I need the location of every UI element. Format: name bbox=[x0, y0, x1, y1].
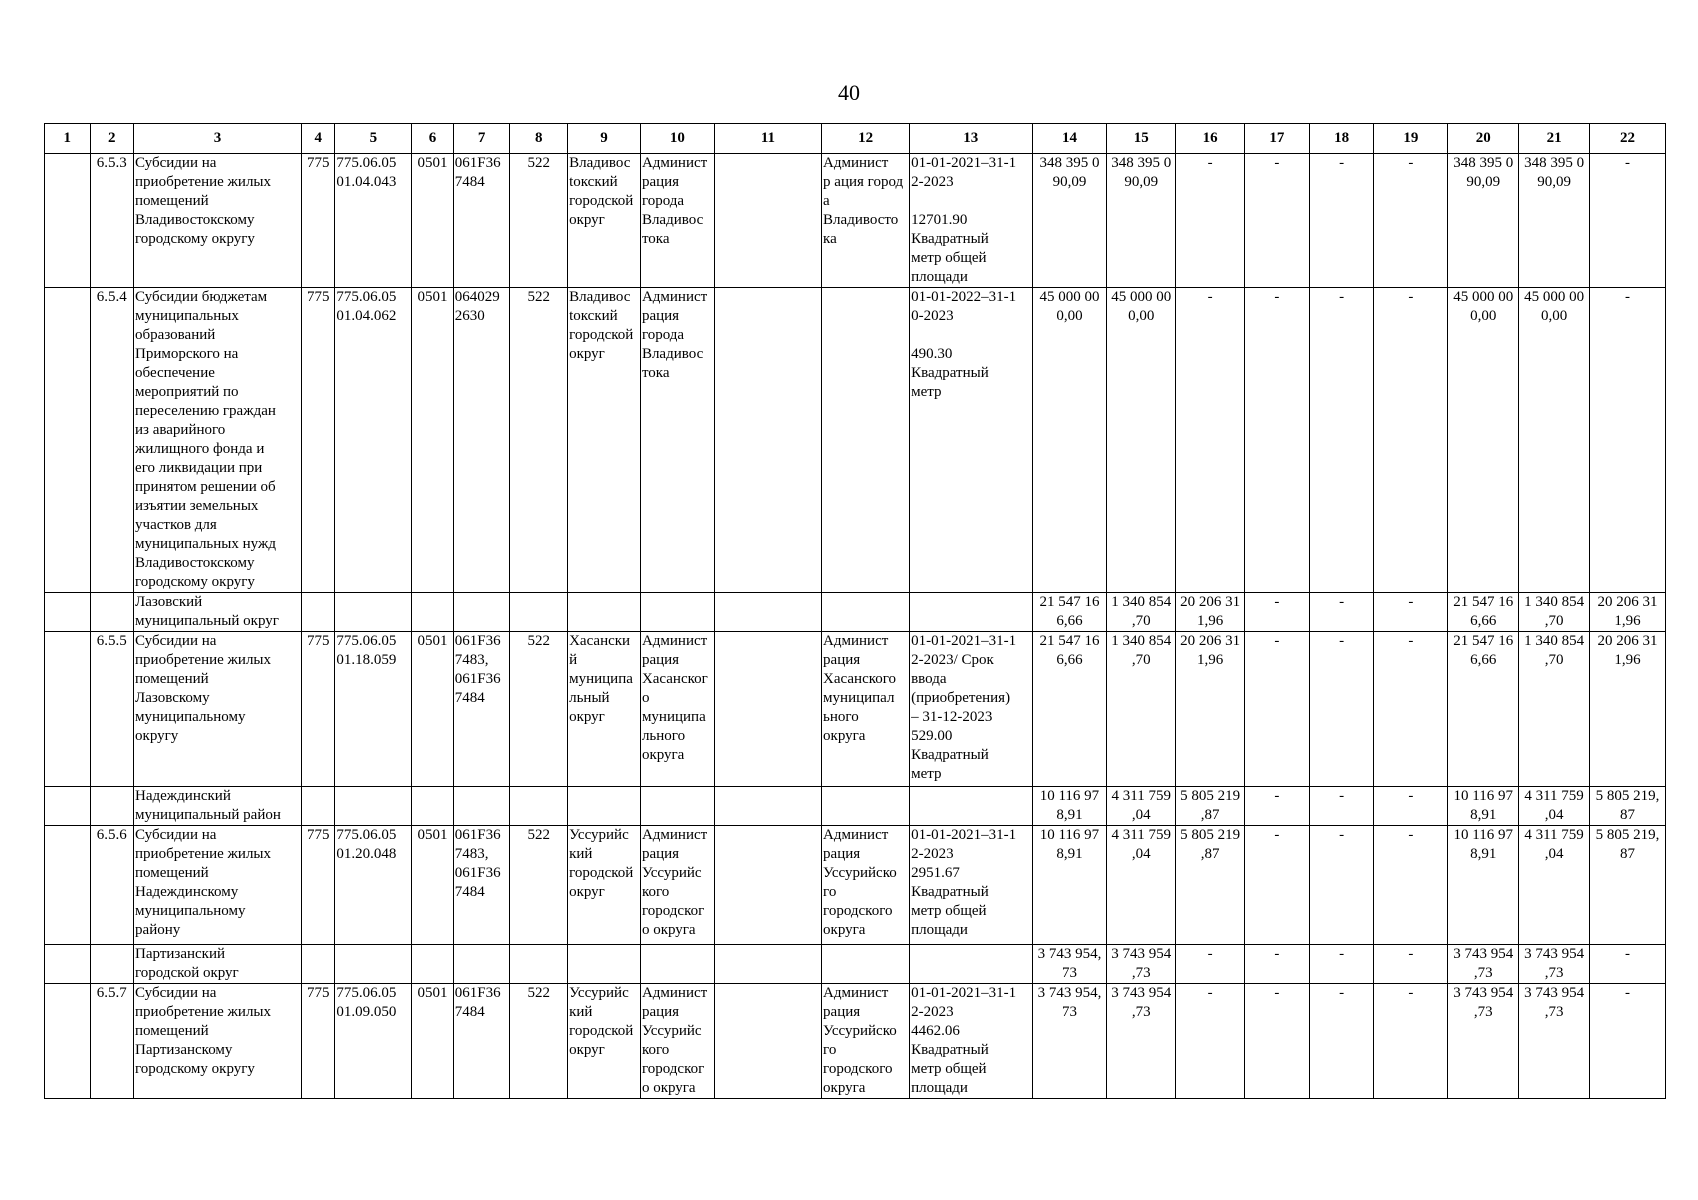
table-cell: 0501 bbox=[412, 154, 453, 288]
table-cell bbox=[453, 945, 510, 984]
table-cell: Надеждинский муниципальный район bbox=[134, 787, 302, 826]
table-cell: 01-01-2021–31-1 2-2023 4462.06 Квадратный метр общей площади bbox=[910, 984, 1032, 1099]
table-cell: Субсидии бюджетам муниципальных образований Приморского на обеспечение мероприятий по переселению граждан из аварийного жилищного фонда и его ликвидации при принятом решении об изъятии земельных участков для муниципальных нужд Владивостокскому городскому округу bbox=[134, 288, 302, 593]
column-header: 1 bbox=[45, 124, 91, 154]
table-cell: 45 000 00 0,00 bbox=[1448, 288, 1519, 593]
table-cell: - bbox=[1309, 984, 1374, 1099]
table-cell: Уссурийс кий городской округ bbox=[568, 826, 641, 945]
table-row bbox=[45, 945, 1666, 984]
table-cell: Партизанский городской округ bbox=[134, 945, 302, 984]
table-cell: Субсидии на приобретение жилых помещений Лазовскому муниципальному округу bbox=[134, 632, 302, 787]
table-cell bbox=[822, 945, 910, 984]
table-cell: 20 206 31 1,96 bbox=[1176, 593, 1245, 632]
table-cell: - bbox=[1374, 984, 1448, 1099]
table-cell bbox=[568, 593, 641, 632]
table-cell bbox=[453, 593, 510, 632]
table-cell: - bbox=[1309, 632, 1374, 787]
column-header: 10 bbox=[640, 124, 714, 154]
column-header: 2 bbox=[90, 124, 134, 154]
table-cell: - bbox=[1244, 787, 1309, 826]
table-cell bbox=[822, 787, 910, 826]
table-cell: 45 000 00 0,00 bbox=[1519, 288, 1590, 593]
table-cell bbox=[714, 826, 821, 945]
table-cell: 5 805 219 ,87 bbox=[1176, 826, 1245, 945]
table-cell: - bbox=[1374, 154, 1448, 288]
table-cell bbox=[412, 787, 453, 826]
table-cell bbox=[412, 945, 453, 984]
table-cell: 3 743 954, 73 bbox=[1032, 984, 1107, 1099]
table-cell: - bbox=[1244, 288, 1309, 593]
table-cell: - bbox=[1374, 945, 1448, 984]
table-cell: 522 bbox=[510, 826, 568, 945]
table-cell bbox=[453, 787, 510, 826]
column-header: 21 bbox=[1519, 124, 1590, 154]
column-header: 14 bbox=[1032, 124, 1107, 154]
table-cell: 1 340 854 ,70 bbox=[1107, 632, 1176, 787]
table-cell bbox=[302, 593, 335, 632]
table-cell: 3 743 954 ,73 bbox=[1448, 945, 1519, 984]
subsidy-table bbox=[44, 123, 1666, 1099]
table-cell: - bbox=[1244, 632, 1309, 787]
table-cell: 4 311 759 ,04 bbox=[1519, 826, 1590, 945]
table-cell bbox=[640, 593, 714, 632]
table-cell: - bbox=[1309, 593, 1374, 632]
table-cell: Админист рация Хасанског о муниципа льного округа bbox=[640, 632, 714, 787]
table-cell: - bbox=[1589, 154, 1665, 288]
table-cell: Владивос tокский городской округ bbox=[568, 154, 641, 288]
table-cell: 10 116 97 8,91 bbox=[1448, 787, 1519, 826]
table-cell: Админист р ация города Владивосто ка bbox=[822, 154, 910, 288]
table-cell: - bbox=[1244, 593, 1309, 632]
column-header: 8 bbox=[510, 124, 568, 154]
table-cell: 21 547 16 6,66 bbox=[1448, 593, 1519, 632]
table-cell: - bbox=[1176, 154, 1245, 288]
table-cell: 348 395 0 90,09 bbox=[1107, 154, 1176, 288]
column-header: 22 bbox=[1589, 124, 1665, 154]
table-cell: 775.06.05 01.04.062 bbox=[335, 288, 412, 593]
table-cell: Админист рация Уссурийско го городского округа bbox=[822, 826, 910, 945]
table-cell: 775.06.05 01.04.043 bbox=[335, 154, 412, 288]
table-cell: - bbox=[1244, 945, 1309, 984]
table-cell: 4 311 759 ,04 bbox=[1519, 787, 1590, 826]
table-cell: Субсидии на приобретение жилых помещений Надеждинскому муниципальному району bbox=[134, 826, 302, 945]
column-header: 6 bbox=[412, 124, 453, 154]
table-cell: - bbox=[1374, 787, 1448, 826]
table-cell: 6.5.5 bbox=[90, 632, 134, 787]
table-cell: 775.06.05 01.18.059 bbox=[335, 632, 412, 787]
table-cell: 6.5.4 bbox=[90, 288, 134, 593]
table-cell: 1 340 854 ,70 bbox=[1519, 593, 1590, 632]
table-cell: 01-01-2022–31-1 0-2023 490.30 Квадратный метр bbox=[910, 288, 1032, 593]
table-cell bbox=[568, 945, 641, 984]
table-cell: - bbox=[1589, 945, 1665, 984]
table-cell: 061F36 7483, 061F36 7484 bbox=[453, 826, 510, 945]
table-cell: 522 bbox=[510, 288, 568, 593]
column-header: 5 bbox=[335, 124, 412, 154]
table-cell: - bbox=[1176, 945, 1245, 984]
table-cell: 775 bbox=[302, 154, 335, 288]
table-cell: - bbox=[1309, 826, 1374, 945]
table-cell bbox=[90, 593, 134, 632]
table-cell bbox=[45, 787, 91, 826]
table-cell: - bbox=[1244, 154, 1309, 288]
table-cell: - bbox=[1309, 787, 1374, 826]
table-cell bbox=[714, 787, 821, 826]
table-cell bbox=[335, 593, 412, 632]
table-cell: 522 bbox=[510, 984, 568, 1099]
table-row bbox=[45, 632, 1666, 787]
table-row bbox=[45, 826, 1666, 945]
table-cell: - bbox=[1374, 632, 1448, 787]
table-cell: 522 bbox=[510, 632, 568, 787]
table-row bbox=[45, 984, 1666, 1099]
column-header: 19 bbox=[1374, 124, 1448, 154]
table-cell bbox=[714, 154, 821, 288]
table-cell: - bbox=[1309, 288, 1374, 593]
table-cell bbox=[45, 984, 91, 1099]
table-cell: 775.06.05 01.20.048 bbox=[335, 826, 412, 945]
table-cell: 10 116 97 8,91 bbox=[1032, 787, 1107, 826]
table-cell: 45 000 00 0,00 bbox=[1032, 288, 1107, 593]
table-cell bbox=[510, 945, 568, 984]
column-header: 15 bbox=[1107, 124, 1176, 154]
column-header: 4 bbox=[302, 124, 335, 154]
table-cell bbox=[822, 593, 910, 632]
table-cell: - bbox=[1176, 984, 1245, 1099]
table-cell: Лазовский муниципальный округ bbox=[134, 593, 302, 632]
table-cell: - bbox=[1374, 288, 1448, 593]
column-header: 11 bbox=[714, 124, 821, 154]
column-header: 7 bbox=[453, 124, 510, 154]
table-cell: 20 206 31 1,96 bbox=[1176, 632, 1245, 787]
table-cell: Уссурийс кий городской округ bbox=[568, 984, 641, 1099]
table-cell: 21 547 16 6,66 bbox=[1032, 593, 1107, 632]
table-cell bbox=[822, 288, 910, 593]
table-cell bbox=[714, 984, 821, 1099]
table-cell bbox=[714, 288, 821, 593]
table-cell: 775 bbox=[302, 288, 335, 593]
table-cell bbox=[640, 945, 714, 984]
table-cell bbox=[714, 632, 821, 787]
table-cell: 6.5.7 bbox=[90, 984, 134, 1099]
column-header: 18 bbox=[1309, 124, 1374, 154]
column-header: 16 bbox=[1176, 124, 1245, 154]
table-cell: - bbox=[1374, 593, 1448, 632]
table-row bbox=[45, 154, 1666, 288]
table-cell bbox=[335, 787, 412, 826]
table-cell: 3 743 954 ,73 bbox=[1519, 945, 1590, 984]
table-cell: 3 743 954 ,73 bbox=[1448, 984, 1519, 1099]
table-cell: 348 395 0 90,09 bbox=[1032, 154, 1107, 288]
table-cell bbox=[714, 945, 821, 984]
table-cell bbox=[640, 787, 714, 826]
table-cell bbox=[45, 632, 91, 787]
table-cell bbox=[568, 787, 641, 826]
table-cell bbox=[90, 945, 134, 984]
table-cell: 3 743 954 ,73 bbox=[1519, 984, 1590, 1099]
table-row bbox=[45, 288, 1666, 593]
table-cell: Хасански й муниципа льный округ bbox=[568, 632, 641, 787]
table-body bbox=[45, 154, 1666, 1099]
table-cell: 20 206 31 1,96 bbox=[1589, 632, 1665, 787]
table-cell: - bbox=[1589, 288, 1665, 593]
table-cell: 0501 bbox=[412, 826, 453, 945]
table-cell: 348 395 0 90,09 bbox=[1448, 154, 1519, 288]
table-cell: Субсидии на приобретение жилых помещений Владивостокскому городскому округу bbox=[134, 154, 302, 288]
table-cell bbox=[714, 593, 821, 632]
table-cell bbox=[910, 787, 1032, 826]
table-cell bbox=[335, 945, 412, 984]
column-header: 3 bbox=[134, 124, 302, 154]
table-cell: - bbox=[1176, 288, 1245, 593]
column-header: 12 bbox=[822, 124, 910, 154]
table-cell: 21 547 16 6,66 bbox=[1032, 632, 1107, 787]
table-cell: - bbox=[1589, 984, 1665, 1099]
header-row bbox=[45, 124, 1666, 154]
table-cell: 061F36 7483, 061F36 7484 bbox=[453, 632, 510, 787]
table-cell: 775 bbox=[302, 984, 335, 1099]
table-cell: 0501 bbox=[412, 288, 453, 593]
table-cell: Субсидии на приобретение жилых помещений Партизанскому городскому округу bbox=[134, 984, 302, 1099]
table-cell: Админист рация Уссурийс кого городског о округа bbox=[640, 984, 714, 1099]
table-cell bbox=[302, 945, 335, 984]
table-cell bbox=[45, 593, 91, 632]
table-cell: 775 bbox=[302, 632, 335, 787]
table-cell: 6.5.3 bbox=[90, 154, 134, 288]
table-cell bbox=[45, 288, 91, 593]
table-cell: 522 bbox=[510, 154, 568, 288]
table-cell: Админист рация Хасанского муниципал ьного округа bbox=[822, 632, 910, 787]
table-cell bbox=[910, 593, 1032, 632]
table-cell: 3 743 954 ,73 bbox=[1107, 945, 1176, 984]
column-header: 9 bbox=[568, 124, 641, 154]
table-cell bbox=[910, 945, 1032, 984]
table-cell bbox=[510, 787, 568, 826]
table-cell: 775.06.05 01.09.050 bbox=[335, 984, 412, 1099]
table-cell: 01-01-2021–31-1 2-2023 2951.67 Квадратный метр общей площади bbox=[910, 826, 1032, 945]
table-cell: 10 116 97 8,91 bbox=[1448, 826, 1519, 945]
table-row bbox=[45, 787, 1666, 826]
table-cell: Админист рация Уссурийско го городского округа bbox=[822, 984, 910, 1099]
table-cell: - bbox=[1244, 826, 1309, 945]
table-cell: 20 206 31 1,96 bbox=[1589, 593, 1665, 632]
table-cell bbox=[510, 593, 568, 632]
table-cell: 1 340 854 ,70 bbox=[1519, 632, 1590, 787]
table-cell: 5 805 219, 87 bbox=[1589, 787, 1665, 826]
table-cell: 3 743 954, 73 bbox=[1032, 945, 1107, 984]
table-cell: 348 395 0 90,09 bbox=[1519, 154, 1590, 288]
table-cell: 45 000 00 0,00 bbox=[1107, 288, 1176, 593]
table-cell bbox=[302, 787, 335, 826]
table-cell: 5 805 219, 87 bbox=[1589, 826, 1665, 945]
table-cell: 4 311 759 ,04 bbox=[1107, 826, 1176, 945]
table-cell bbox=[45, 945, 91, 984]
table-cell: 3 743 954 ,73 bbox=[1107, 984, 1176, 1099]
table-cell: 1 340 854 ,70 bbox=[1107, 593, 1176, 632]
table-cell: 01-01-2021–31-1 2-2023/ Срок ввода (приобретения) – 31-12-2023 529.00 Квадратный метр bbox=[910, 632, 1032, 787]
table-cell: - bbox=[1374, 826, 1448, 945]
table-cell bbox=[45, 826, 91, 945]
table-cell: Владивос tокский городской округ bbox=[568, 288, 641, 593]
table-row bbox=[45, 593, 1666, 632]
table-cell: 5 805 219 ,87 bbox=[1176, 787, 1245, 826]
column-header: 17 bbox=[1244, 124, 1309, 154]
table-cell: 4 311 759 ,04 bbox=[1107, 787, 1176, 826]
table-cell: 064029 2630 bbox=[453, 288, 510, 593]
table-cell: 775 bbox=[302, 826, 335, 945]
table-cell: - bbox=[1244, 984, 1309, 1099]
column-header: 20 bbox=[1448, 124, 1519, 154]
table-cell: 10 116 97 8,91 bbox=[1032, 826, 1107, 945]
table-cell: 21 547 16 6,66 bbox=[1448, 632, 1519, 787]
table-cell: 061F36 7484 bbox=[453, 984, 510, 1099]
table-cell: 0501 bbox=[412, 632, 453, 787]
table-cell bbox=[90, 787, 134, 826]
table-cell: 0501 bbox=[412, 984, 453, 1099]
table-cell bbox=[412, 593, 453, 632]
table-cell bbox=[45, 154, 91, 288]
table-cell: 01-01-2021–31-1 2-2023 12701.90 Квадратный метр общей площади bbox=[910, 154, 1032, 288]
table-cell: Админист рация города Владивос тока bbox=[640, 154, 714, 288]
page-number: 40 bbox=[838, 80, 860, 105]
table-cell: Админист рация Уссурийс кого городског о округа bbox=[640, 826, 714, 945]
column-header: 13 bbox=[910, 124, 1032, 154]
table-cell: - bbox=[1309, 154, 1374, 288]
table-cell: - bbox=[1309, 945, 1374, 984]
table-cell: Админист рация города Владивос тока bbox=[640, 288, 714, 593]
table-cell: 061F36 7484 bbox=[453, 154, 510, 288]
table-cell: 6.5.6 bbox=[90, 826, 134, 945]
